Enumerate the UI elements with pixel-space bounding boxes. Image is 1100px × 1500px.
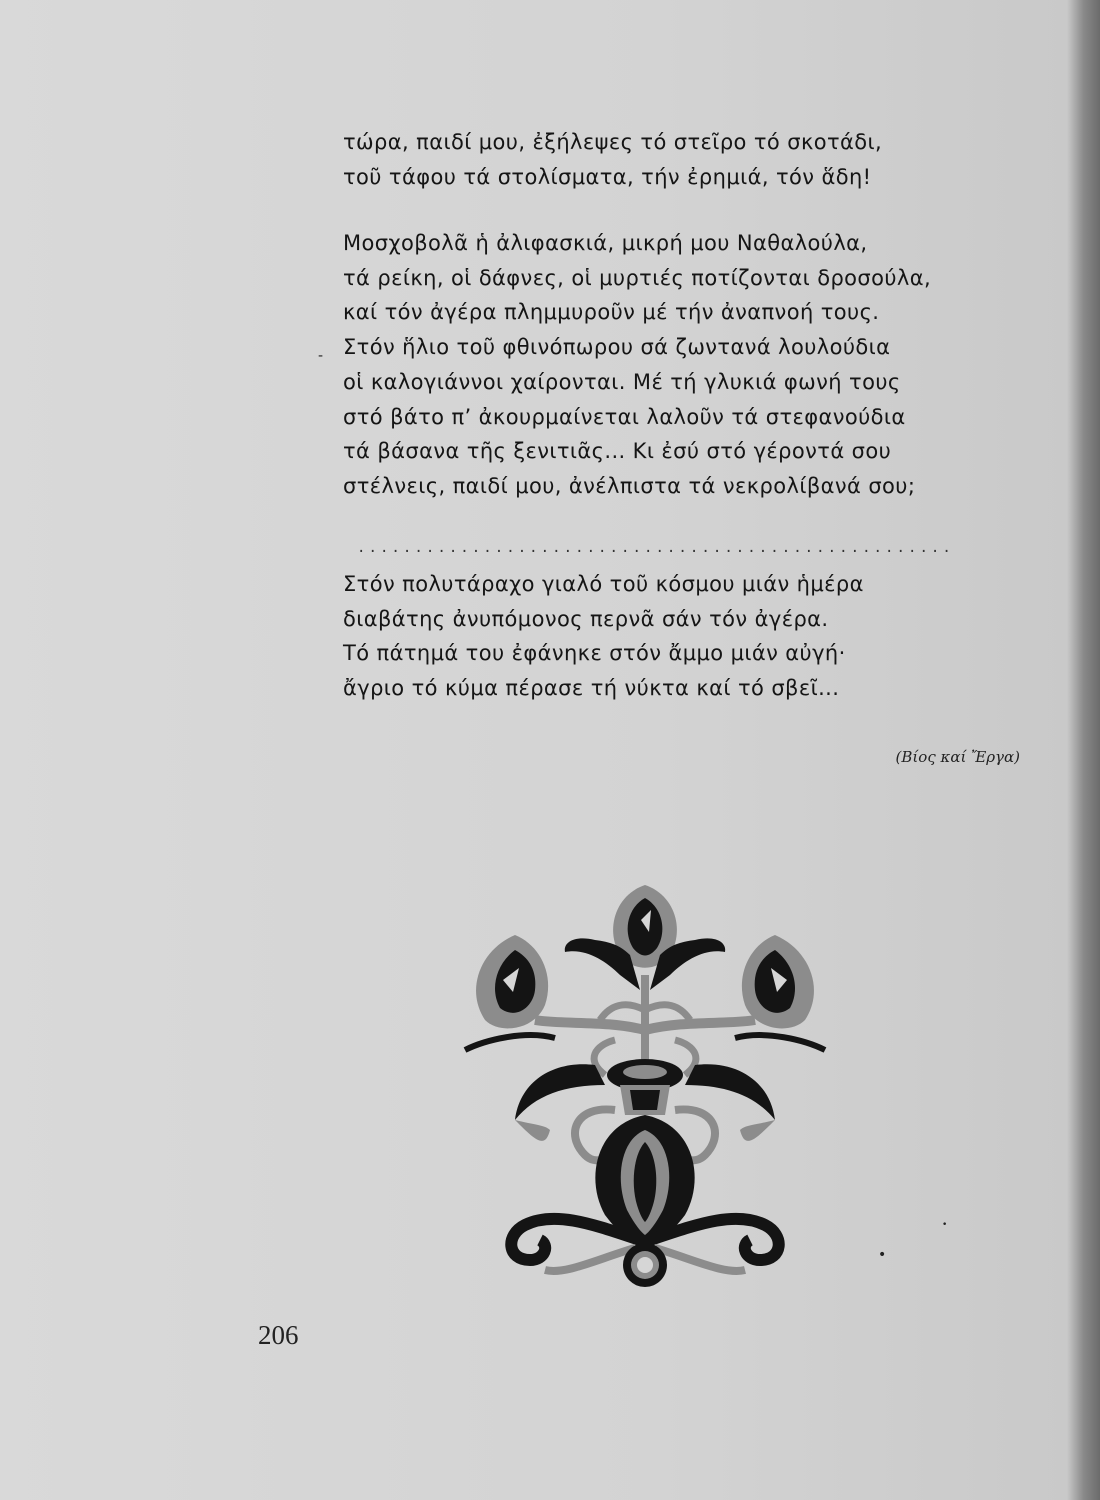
- floral-vase-ornament-icon: [445, 880, 845, 1300]
- verse-line: Μοσχοβολᾶ ἡ ἀλιφασκιά, μικρή μου Ναθαλούλα,: [343, 231, 868, 255]
- ellipsis-divider: ....................................................: [357, 540, 954, 556]
- verse-line: στέλνεις, παιδί μου, ἀνέλπιστα τά νεκρολίβανά σου;: [343, 473, 916, 498]
- verse-line: στό βάτο π’ ἀκουρμαίνεται λαλοῦν τά στεφανούδια: [343, 404, 906, 429]
- page-number: 206: [258, 1320, 299, 1350]
- verse-line: καί τόν ἀγέρα πλημμυροῦν μέ τήν ἀναπνοή τους.: [343, 300, 880, 325]
- stray-mark: •: [878, 1247, 887, 1263]
- verse-line: τώρα, παιδί μου, ἐξήλεψες τό στεῖρο τό σκοτάδι,: [343, 130, 883, 154]
- stray-mark: -: [318, 348, 324, 364]
- verse-line: τά βάσανα τῆς ξενιτιᾶς... Κι ἐσύ στό γέροντά σου: [343, 439, 892, 464]
- stray-mark: •: [942, 1220, 948, 1230]
- verse-line: ἄγριο τό κύμα πέρασε τή νύκτα καί τό σβεῖ...: [343, 676, 840, 701]
- verse-line: Τό πάτημά του ἐφάνηκε στόν ἄμμο μιάν αὐγή·: [343, 641, 846, 666]
- verse-line: Στόν ἥλιο τοῦ φθινόπωρου σά ζωντανά λουλούδια: [343, 335, 891, 360]
- verse-line: οἱ καλογιάννοι χαίρονται. Μέ τή γλυκιά φωνή τους: [343, 369, 901, 394]
- stanza-1: [343, 125, 882, 194]
- verse-line: τά ρείκη, οἱ δάφνες, οἱ μυρτιές ποτίζονται δροσούλα,: [343, 265, 932, 290]
- verse-line: τοῦ τάφου τά στολίσματα, τήν ἐρημιά, τόν ἅδη!: [343, 164, 872, 189]
- verse-line: Στόν πολυτάραχο γιαλό τοῦ κόσμου μιάν ἡμέρα: [343, 572, 864, 596]
- stanza-3: [343, 567, 864, 706]
- source-citation: (Βίος καί Ἔργα): [895, 748, 1020, 766]
- verse-line: διαβάτης ἀνυπόμονος περνᾶ σάν τόν ἀγέρα.: [343, 606, 829, 631]
- stanza-2: [343, 226, 931, 504]
